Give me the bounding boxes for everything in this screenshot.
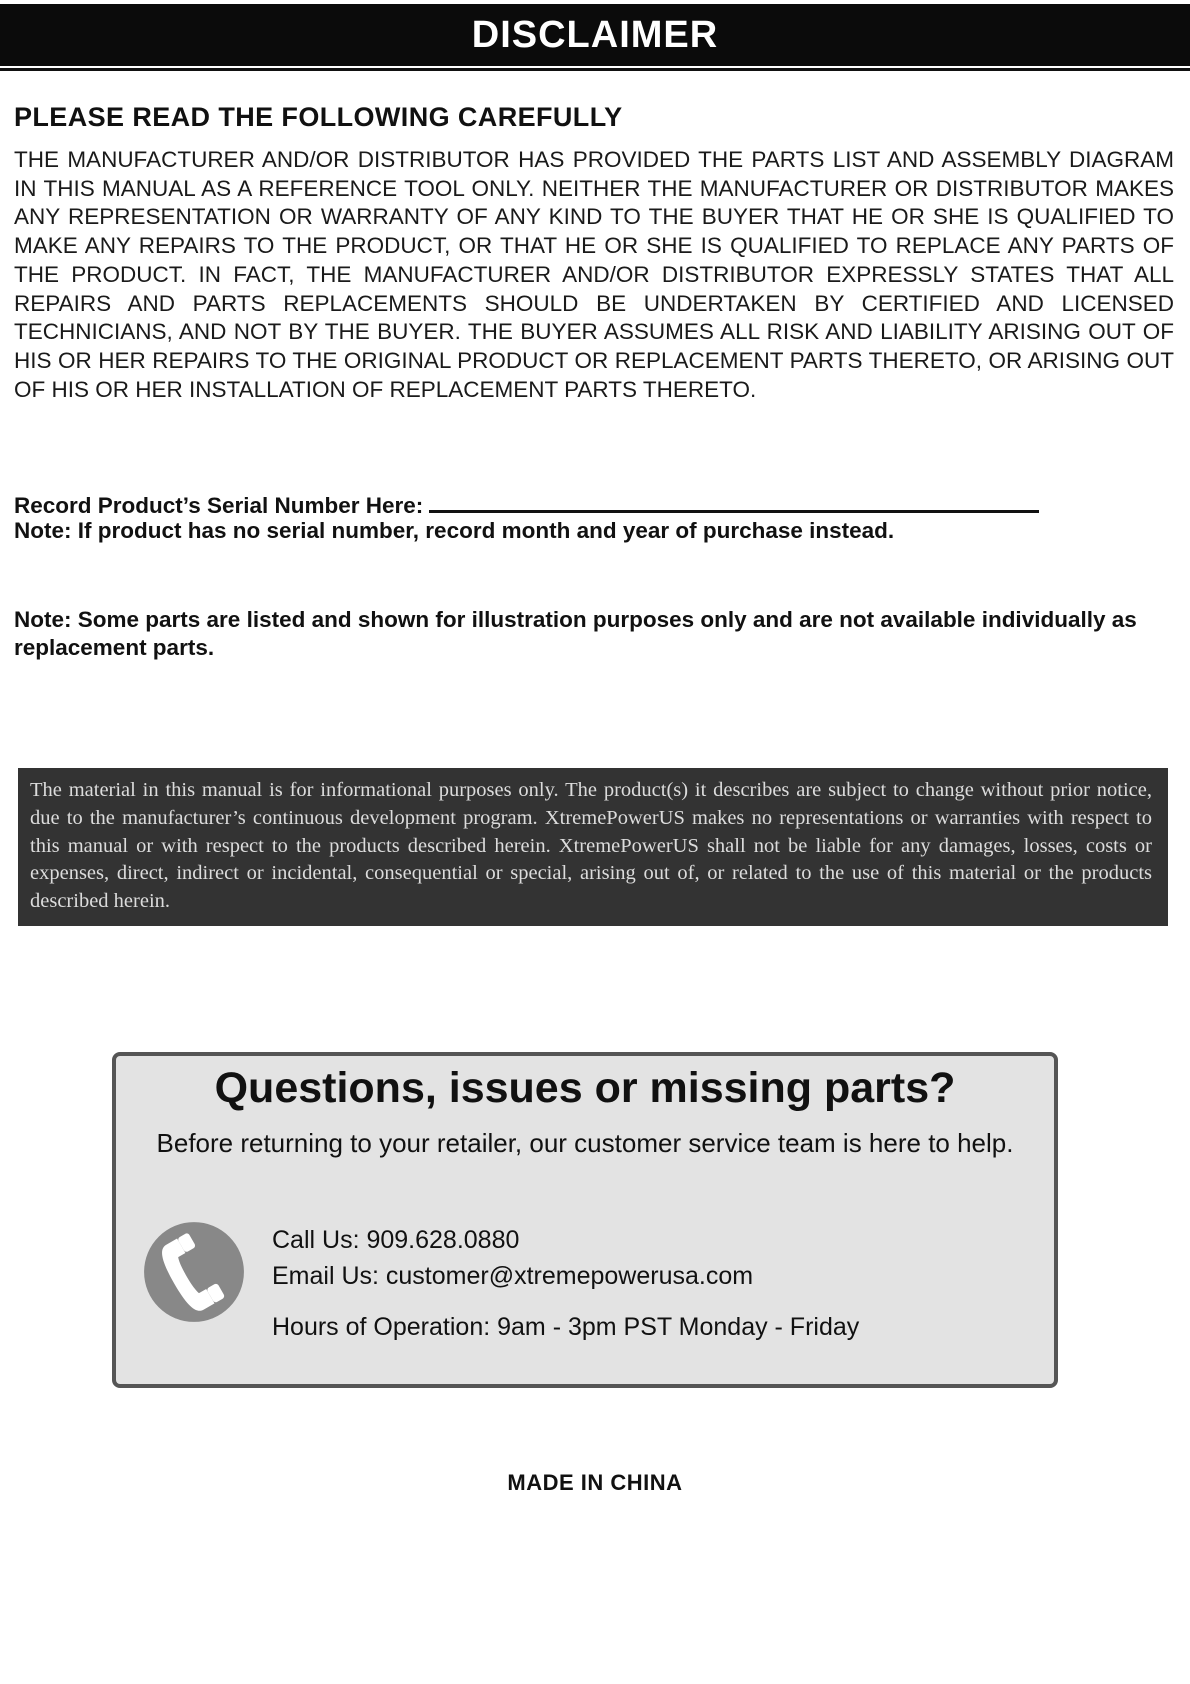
serial-note: Note: If product has no serial number, record month and year of purchase instead. <box>14 518 895 543</box>
title-divider <box>0 68 1190 71</box>
phone-icon <box>142 1220 246 1324</box>
help-subtitle: Before returning to your retailer, our customer service team is here to help. <box>156 1128 1014 1158</box>
made-in-label: MADE IN CHINA <box>507 1470 683 1495</box>
disclaimer-paragraph: THE MANUFACTURER AND/OR DISTRIBUTOR HAS PROVIDED THE PARTS LIST AND ASSEMBLY DIAGRAM IN THIS MANUAL AS A REFERENCE TOOL ONLY. NEITHER THE MANUFACTURER OR DISTRIBUTOR MAKES ANY REPRESENTATION OR WARRANTY OF ANY KIND TO THE BUYER THAT HE OR SHE IS QUALIFIED TO MAKE ANY REPAIRS TO THE PRODUCT, OR THAT HE OR SHE IS QUALIFIED TO REPLACE ANY PARTS OF THE PRODUCT. IN FACT, THE MANUFACTURER AND/OR DISTRIBUTOR EXPRESSLY STATES THAT ALL REPAIRS AND PARTS REPLACEMENTS SHOULD BE UNDERTAKEN BY CERTIFIED AND LICENSED TECHNICIANS, AND NOT BY THE BUYER. THE BUYER ASSUMES ALL RISK AND LIABILITY ARISING OUT OF HIS OR HER REPAIRS TO THE ORIGINAL PRODUCT OR REPLACEMENT PARTS THERETO, OR ARISING OUT OF HIS OR HER INSTALLATION OF REPLACEMENT PARTS THERETO. <box>14 147 1174 402</box>
hours-of-operation: Hours of Operation: 9am - 3pm PST Monday - Friday <box>272 1313 860 1341</box>
legal-notice-box <box>18 768 1168 926</box>
serial-number-label: Record Product’s Serial Number Here: <box>14 493 424 518</box>
serial-number-blank <box>429 488 1039 513</box>
help-title: Questions, issues or missing parts? <box>214 1064 956 1112</box>
parts-note: Note: Some parts are listed and shown for illustration purposes only and are not available individually as replacement parts. <box>14 607 1137 660</box>
legal-notice-text: The material in this manual is for informational purposes only. The product(s) it describes are subject to change without prior notice, due to the manufacturer’s continuous development program. XtremePowerUS makes no representations or warranties with respect to this manual or with respect to the products described herein. XtremePowerUS shall not be liable for any damages, losses, costs or expenses, direct, indirect or incidental, consequential or special, arising out of, or related to the use of this material or the products described herein. <box>30 779 1152 913</box>
call-us-text: Call Us: 909.628.0880 <box>272 1226 520 1254</box>
page-title: DISCLAIMER <box>0 4 1190 66</box>
serial-number-row <box>14 488 1039 519</box>
email-us-text: Email Us: customer@xtremepowerusa.com <box>272 1262 754 1290</box>
section-heading: PLEASE READ THE FOLLOWING CAREFULLY <box>14 102 623 132</box>
customer-service-box <box>112 1052 1058 1388</box>
